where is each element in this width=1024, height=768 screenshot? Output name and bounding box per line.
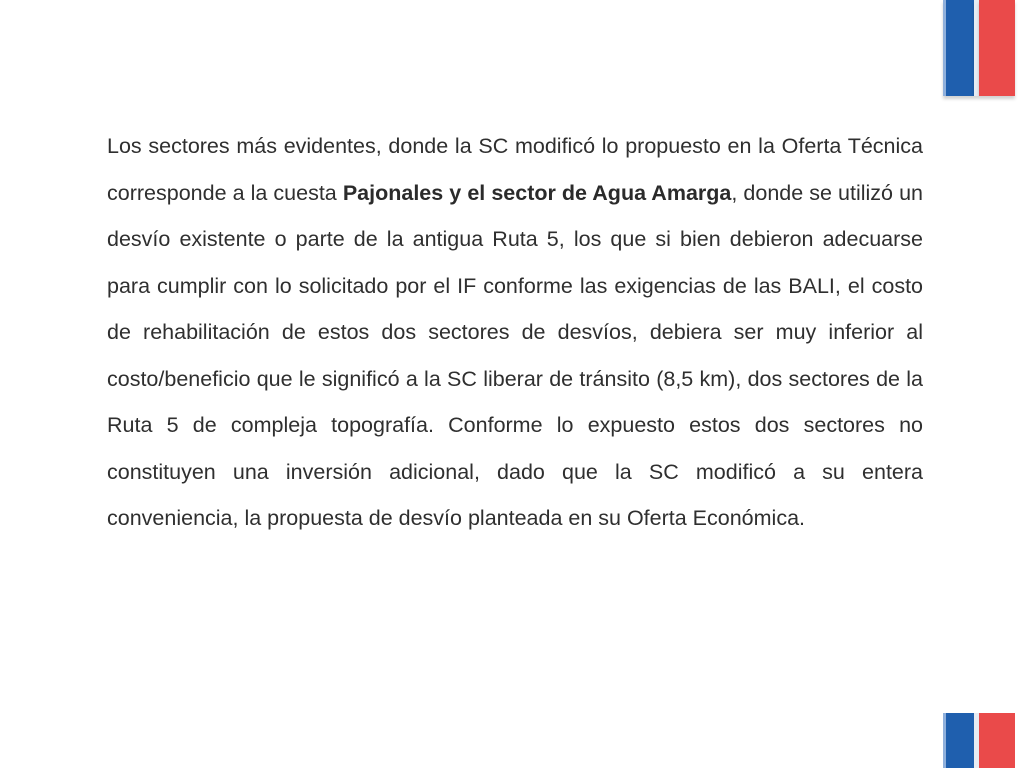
paragraph-text-part1: Los sectores más evidentes, donde la SC modificó lo propuesto en la Oferta Técnica corresponde a la cuesta [107, 134, 923, 205]
red-stripe [979, 0, 1015, 96]
flag-stripes-bottom [943, 713, 1015, 768]
blue-stripe [943, 0, 974, 96]
slide-body-text [107, 123, 923, 542]
red-stripe [979, 713, 1015, 768]
blue-stripe [943, 713, 974, 768]
paragraph-text-part2: , donde se utilizó un desvío existente o parte de la antigua Ruta 5, los que si bien debieron adecuarse para cumplir con lo solicitado por el IF conforme las exigencias de las BALI, el costo de rehabilitación de estos dos sectores de desvíos, debiera ser muy inferior al costo/beneficio que le significó a la SC liberar de tránsito (8,5 km), dos sectores de la Ruta 5 de compleja topografía. Conforme lo expuesto estos dos sectores no constituyen una inversión adicional, dado que la SC modificó a su entera conveniencia, la propuesta de desvío planteada en su Oferta Económica. [107, 180, 924, 530]
flag-stripes-top [943, 0, 1015, 96]
paragraph-emphasis: Pajonales y el sector de Agua Amarga [342, 180, 732, 205]
